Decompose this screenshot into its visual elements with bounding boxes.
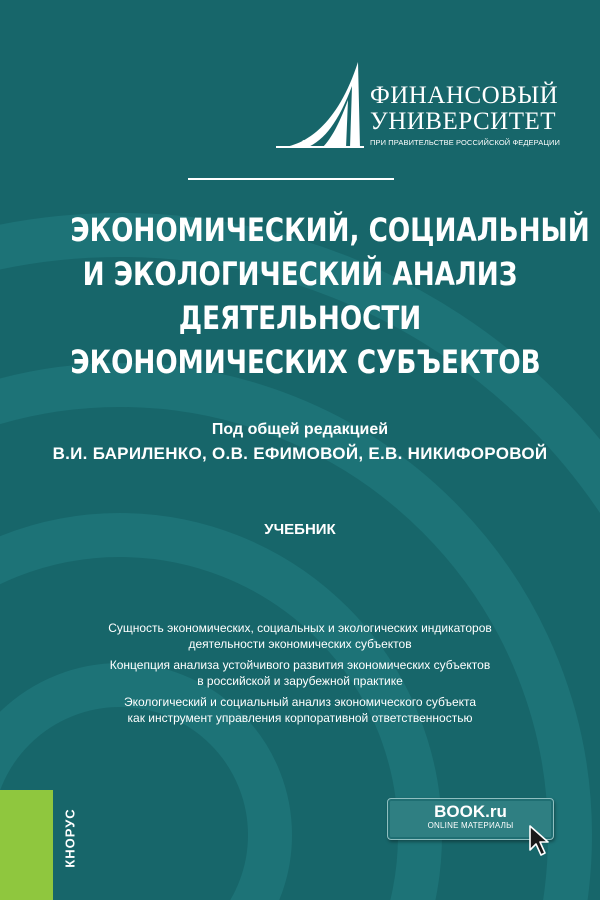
- logo-line-1: ФИНАНСОВЫЙ: [370, 82, 559, 109]
- topic-line: деятельности экономических субъектов: [188, 637, 412, 651]
- title-line: ДЕЯТЕЛЬНОСТИ: [178, 299, 422, 337]
- title-line: ЭКОНОМИЧЕСКИХ СУБЪЕКТОВ: [70, 343, 541, 381]
- topic-item: [70, 620, 530, 652]
- title-line: ЭКОНОМИЧЕСКИЙ, СОЦИАЛЬНЫЙ: [70, 211, 590, 249]
- topic-line: Экологический и социальный анализ экономического субъекта: [123, 695, 477, 709]
- cursor-arrow-icon: [528, 824, 550, 858]
- book-ru-title: BOOK.ru: [434, 802, 507, 821]
- topic-item: [70, 694, 530, 726]
- topic-line: как инструмент управления корпоративной ответственностью: [127, 711, 473, 725]
- university-logo: [276, 60, 566, 152]
- topic-line: Сущность экономических, социальных и экологических индикаторов: [108, 621, 492, 635]
- publisher-color-bar: [0, 790, 53, 900]
- topic-item: [70, 657, 530, 689]
- university-logo-icon: [276, 60, 368, 152]
- book-ru-subtitle: ONLINE МАТЕРИАЛЫ: [427, 821, 514, 830]
- publisher-name: КНОРУС: [62, 808, 78, 868]
- topics-list: [70, 620, 530, 731]
- logo-line-2: УНИВЕРСИТЕТ: [370, 108, 557, 135]
- editor-names: В.И. БАРИЛЕНКО, О.В. ЕФИМОВОЙ, Е.В. НИКИФОРОВОЙ: [52, 444, 548, 463]
- divider-rule: [188, 178, 394, 180]
- title-line: И ЭКОЛОГИЧЕСКИЙ АНАЛИЗ: [82, 255, 518, 293]
- topic-line: в российской и зарубежной практике: [197, 674, 403, 688]
- editor-label: Под общей редакцией: [211, 421, 389, 438]
- logo-subtitle: ПРИ ПРАВИТЕЛЬСТВЕ РОССИЙСКОЙ ФЕДЕРАЦИИ: [370, 138, 560, 147]
- book-type: УЧЕБНИК: [264, 521, 336, 538]
- logo-year: 1919: [302, 140, 314, 146]
- topic-line: Концепция анализа устойчивого развития экономических субъектов: [109, 658, 491, 672]
- book-title: [70, 208, 590, 384]
